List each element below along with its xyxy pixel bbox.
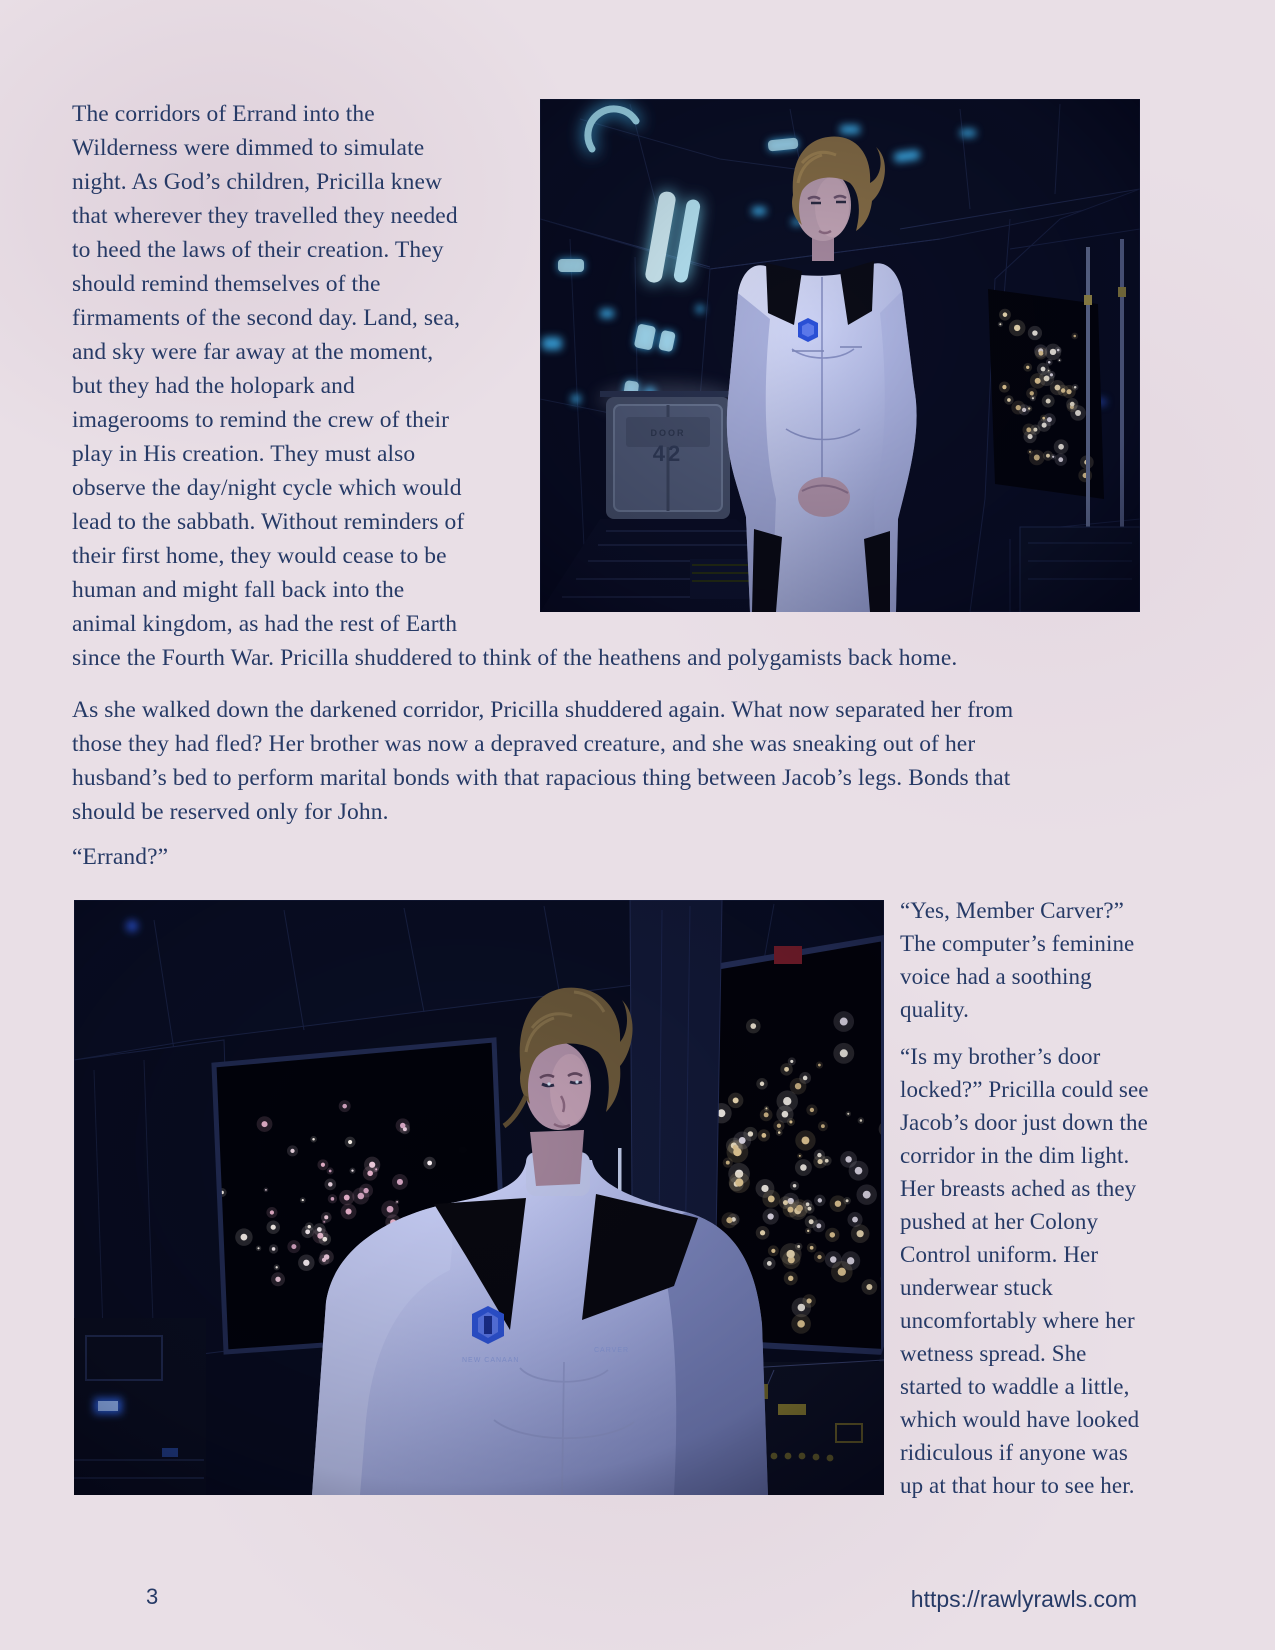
footer-url-link[interactable]: https://rawlyrawls.com (910, 1586, 1137, 1612)
text-line: human and might fall back into the (72, 577, 405, 603)
text-line: Wilderness were dimmed to simulate (72, 135, 425, 161)
text-line: night. As God’s children, Pricilla knew (72, 169, 443, 195)
text-line: play in His creation. They must also (72, 441, 416, 467)
vignette-overlay (74, 900, 884, 1495)
text-line: their first home, they would cease to be (72, 543, 447, 569)
illustration-corridor-night (540, 99, 1140, 612)
text-line: uncomfortably where her (900, 1308, 1135, 1333)
text-line: started to waddle a little, (900, 1374, 1130, 1399)
text-line: to heed the laws of their creation. They (72, 237, 444, 263)
text-line: up at that hour to see her. (900, 1473, 1135, 1498)
paragraph-is-my-brothers-door (900, 1040, 1210, 1502)
text-line: Jacob’s door just down the (900, 1110, 1148, 1135)
text-line: The computer’s feminine (900, 931, 1135, 956)
text-line: should be reserved only for John. (72, 799, 389, 825)
text-line: pushed at her Colony (900, 1209, 1099, 1234)
text-line: voice had a soothing (900, 964, 1092, 989)
text-line: “Yes, Member Carver?” (900, 898, 1124, 923)
text-line: those they had fled? Her brother was now a depraved creature, and she was sneaking out of her (72, 731, 976, 757)
paragraph-yes-member-carver (900, 894, 1210, 1026)
paragraph-errand (72, 840, 472, 874)
text-line: since the Fourth War. Pricilla shuddered to think of the heathens and polygamists back home. (72, 645, 958, 671)
text-line: should remind themselves of the (72, 271, 381, 297)
text-line: but they had the holopark and (72, 373, 355, 399)
paragraph-walked-down (72, 693, 1182, 829)
text-line: imagerooms to remind the crew of their (72, 407, 450, 433)
vignette-overlay (540, 99, 1140, 612)
text-line: “Is my brother’s door (900, 1044, 1101, 1069)
text-line: and sky were far away at the moment, (72, 339, 434, 365)
text-line: locked?” Pricilla could see (900, 1077, 1149, 1102)
text-line: husband’s bed to perform marital bonds with that rapacious thing between Jacob’s legs. Bonds that (72, 765, 1011, 791)
text-line: which would have looked (900, 1407, 1140, 1432)
text-line: lead to the sabbath. Without reminders of (72, 509, 465, 535)
text-line: underwear stuck (900, 1275, 1053, 1300)
right-text-column (900, 894, 1210, 1502)
illustration-pricilla-closeup (74, 900, 884, 1495)
text-line: ridiculous if anyone was (900, 1440, 1128, 1465)
text-line: Control uniform. Her (900, 1242, 1099, 1267)
text-line: “Errand?” (72, 844, 169, 870)
text-line: wetness spread. She (900, 1341, 1087, 1366)
text-line: that wherever they travelled they needed (72, 203, 458, 229)
text-line: firmaments of the second day. Land, sea, (72, 305, 461, 331)
text-line: Her breasts ached as they (900, 1176, 1137, 1201)
text-line: observe the day/night cycle which would (72, 475, 462, 501)
text-line: animal kingdom, as had the rest of Earth (72, 611, 458, 637)
text-line: quality. (900, 997, 969, 1022)
text-line: The corridors of Errand into the (72, 101, 375, 127)
text-line: As she walked down the darkened corridor, Pricilla shuddered again. What now separated her from (72, 697, 1014, 723)
text-line: corridor in the dim light. (900, 1143, 1130, 1168)
page-number: 3 (146, 1584, 159, 1609)
